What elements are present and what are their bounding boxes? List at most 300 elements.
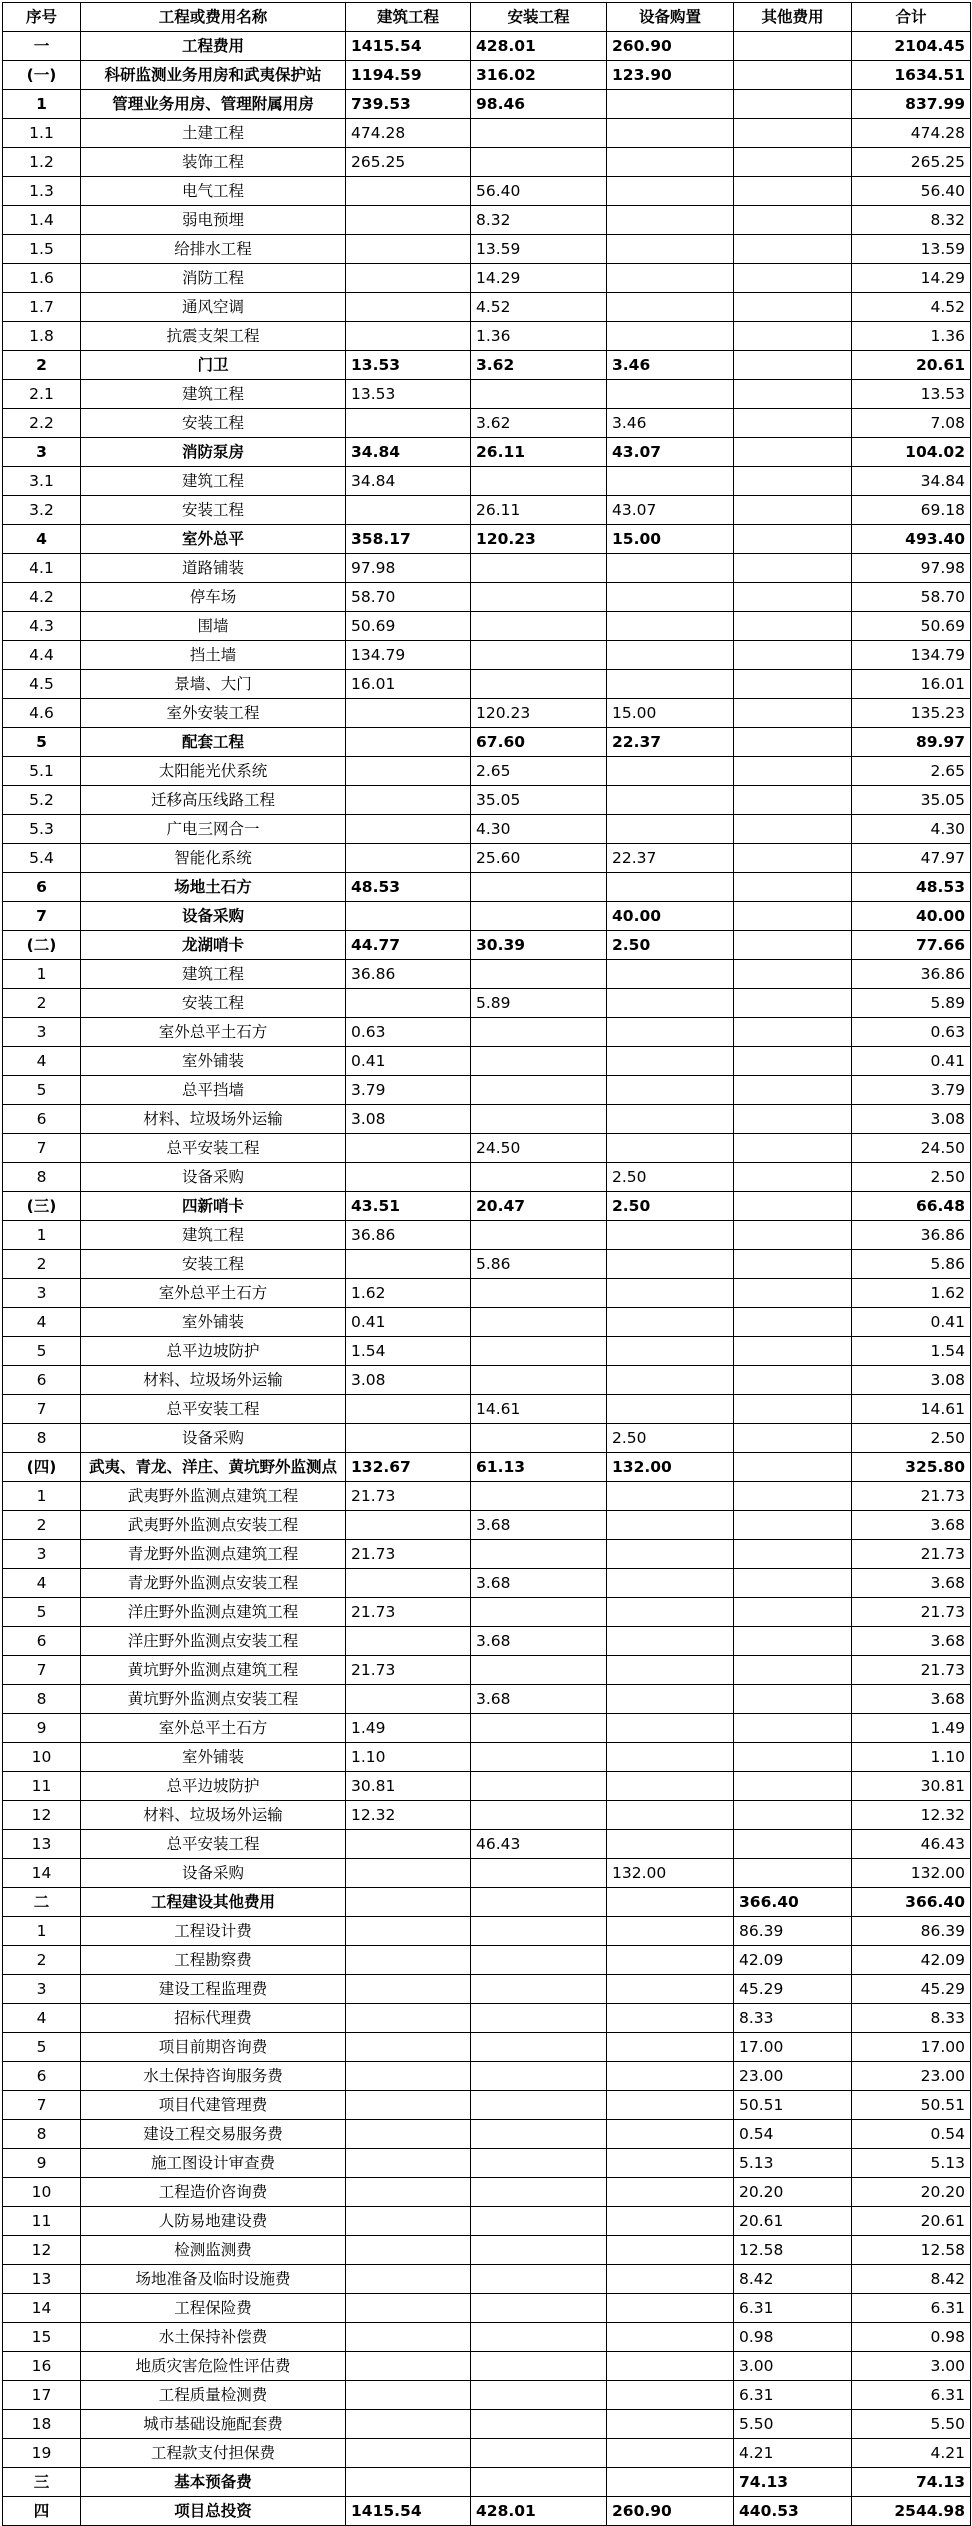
cell-other [734,670,852,699]
cell-other [734,1830,852,1859]
cell-total: 5.89 [852,989,971,1018]
cell-name: 四新哨卡 [81,1192,346,1221]
cell-equipment: 43.07 [607,496,734,525]
cell-seq: 一 [3,32,81,61]
cell-equipment [607,1308,734,1337]
cell-equipment [607,1337,734,1366]
cell-total: 3.08 [852,1366,971,1395]
cell-name: 项目代建管理费 [81,2091,346,2120]
cell-name: 材料、垃圾场外运输 [81,1366,346,1395]
cell-seq: 1 [3,1221,81,1250]
cell-seq: 5.4 [3,844,81,873]
cell-equipment: 2.50 [607,1424,734,1453]
table-row [3,1830,971,1859]
cell-equipment [607,2033,734,2062]
cell-equipment [607,1366,734,1395]
table-row [3,322,971,351]
cell-seq: 5.3 [3,815,81,844]
cell-other [734,1656,852,1685]
table-row [3,235,971,264]
cell-seq: 8 [3,1163,81,1192]
cell-other [734,235,852,264]
cell-name: 安装工程 [81,1250,346,1279]
table-row [3,1511,971,1540]
cell-building: 739.53 [346,90,471,119]
cell-installation [471,1598,607,1627]
cell-other [734,1569,852,1598]
table-row [3,438,971,467]
cell-installation [471,2033,607,2062]
cell-name: 通风空调 [81,293,346,322]
cell-building [346,902,471,931]
cell-seq: 5 [3,728,81,757]
header-building: 建筑工程 [346,3,471,32]
cell-building [346,2381,471,2410]
cell-seq: 3 [3,1975,81,2004]
cell-installation: 20.47 [471,1192,607,1221]
cell-other [734,467,852,496]
cell-name: 人防易地建设费 [81,2207,346,2236]
cell-building [346,409,471,438]
cell-name: 项目总投资 [81,2497,346,2526]
cell-equipment: 22.37 [607,728,734,757]
cell-seq: (四) [3,1453,81,1482]
cell-seq: 1 [3,1917,81,1946]
cell-equipment [607,148,734,177]
cell-building [346,322,471,351]
cell-installation: 316.02 [471,61,607,90]
cell-other: 50.51 [734,2091,852,2120]
cell-building [346,177,471,206]
cell-name: 景墙、大门 [81,670,346,699]
cell-building [346,1859,471,1888]
cell-name: 武夷野外监测点安装工程 [81,1511,346,1540]
cell-installation [471,1337,607,1366]
cell-equipment [607,2120,734,2149]
table-row [3,670,971,699]
cell-building [346,815,471,844]
table-row [3,1192,971,1221]
cell-name: 室外安装工程 [81,699,346,728]
cell-installation [471,380,607,409]
cell-building [346,496,471,525]
cell-total: 50.51 [852,2091,971,2120]
cell-building [346,2468,471,2497]
cell-name: 室外总平土石方 [81,1279,346,1308]
cell-seq: 13 [3,1830,81,1859]
cell-installation [471,1772,607,1801]
table-row [3,583,971,612]
cell-installation [471,2091,607,2120]
cell-installation [471,2207,607,2236]
cell-equipment: 2.50 [607,1192,734,1221]
cell-installation [471,1859,607,1888]
cell-other [734,148,852,177]
cell-name: 门卫 [81,351,346,380]
cell-other: 3.00 [734,2352,852,2381]
cell-total: 0.41 [852,1047,971,1076]
cell-building: 0.41 [346,1308,471,1337]
cell-building: 36.86 [346,960,471,989]
cell-seq: 3 [3,1540,81,1569]
cell-seq: 1.4 [3,206,81,235]
cell-other: 0.54 [734,2120,852,2149]
cell-name: 工程质量检测费 [81,2381,346,2410]
table-row [3,2497,971,2526]
cell-total: 4.52 [852,293,971,322]
cell-equipment [607,641,734,670]
cell-other [734,61,852,90]
cell-building: 3.08 [346,1105,471,1134]
cell-total: 74.13 [852,2468,971,2497]
cell-total: 34.84 [852,467,971,496]
cell-other: 5.50 [734,2410,852,2439]
cell-building [346,1424,471,1453]
cell-building [346,2323,471,2352]
cell-total: 35.05 [852,786,971,815]
table-row [3,2294,971,2323]
table-row [3,1975,971,2004]
cell-building [346,2410,471,2439]
cell-name: 管理业务用房、管理附属用房 [81,90,346,119]
cell-other [734,989,852,1018]
cell-installation [471,2439,607,2468]
cell-total: 36.86 [852,1221,971,1250]
cell-building [346,2207,471,2236]
cell-seq: 7 [3,1134,81,1163]
cell-installation: 5.86 [471,1250,607,1279]
cell-name: 设备采购 [81,1859,346,1888]
cell-equipment [607,1917,734,1946]
cell-installation: 24.50 [471,1134,607,1163]
cell-seq: 1 [3,90,81,119]
cell-installation: 428.01 [471,32,607,61]
cell-name: 青龙野外监测点建筑工程 [81,1540,346,1569]
table-row [3,2178,971,2207]
cell-seq: 7 [3,902,81,931]
cell-building: 132.67 [346,1453,471,1482]
cell-installation [471,1163,607,1192]
cell-installation: 46.43 [471,1830,607,1859]
cell-name: 工程款支付担保费 [81,2439,346,2468]
cell-installation [471,1540,607,1569]
cell-installation [471,148,607,177]
cell-other [734,1105,852,1134]
table-row [3,90,971,119]
cell-building: 0.41 [346,1047,471,1076]
cell-seq: 4 [3,2004,81,2033]
cell-other [734,32,852,61]
cell-building: 44.77 [346,931,471,960]
cell-building [346,206,471,235]
cell-building [346,989,471,1018]
cell-name: 土建工程 [81,119,346,148]
cell-name: 智能化系统 [81,844,346,873]
cell-name: 装饰工程 [81,148,346,177]
cell-equipment [607,2294,734,2323]
cell-building: 1.54 [346,1337,471,1366]
cell-equipment [607,2265,734,2294]
cell-installation [471,873,607,902]
cell-equipment [607,786,734,815]
cell-name: 总平挡墙 [81,1076,346,1105]
cell-seq: 13 [3,2265,81,2294]
cell-total: 0.98 [852,2323,971,2352]
cell-name: 配套工程 [81,728,346,757]
cell-other [734,728,852,757]
cell-seq: 2.2 [3,409,81,438]
cell-equipment [607,90,734,119]
cell-seq: 5 [3,1337,81,1366]
table-row [3,409,971,438]
cell-installation [471,554,607,583]
cell-seq: 4 [3,1308,81,1337]
cell-total: 3.08 [852,1105,971,1134]
cell-installation [471,1714,607,1743]
table-row [3,960,971,989]
cell-other [734,496,852,525]
cell-name: 建筑工程 [81,467,346,496]
cell-seq: (二) [3,931,81,960]
cell-building: 0.63 [346,1018,471,1047]
cell-installation [471,2468,607,2497]
cell-total: 135.23 [852,699,971,728]
cell-name: 广电三网合一 [81,815,346,844]
cell-total: 5.13 [852,2149,971,2178]
cell-other: 8.33 [734,2004,852,2033]
cell-building [346,235,471,264]
cell-seq: 1.5 [3,235,81,264]
table-row [3,206,971,235]
cell-other: 42.09 [734,1946,852,1975]
cell-name: 室外铺装 [81,1047,346,1076]
cell-total: 6.31 [852,2294,971,2323]
cell-other [734,641,852,670]
table-row [3,2439,971,2468]
cell-seq: 四 [3,2497,81,2526]
cell-seq: 2 [3,351,81,380]
cell-other [734,293,852,322]
cell-installation: 8.32 [471,206,607,235]
cell-name: 场地准备及临时设施费 [81,2265,346,2294]
cell-installation [471,2120,607,2149]
table-row [3,177,971,206]
cell-equipment [607,2091,734,2120]
cell-seq: 1.6 [3,264,81,293]
table-row [3,1221,971,1250]
cell-total: 42.09 [852,1946,971,1975]
cell-building [346,2091,471,2120]
cell-seq: 6 [3,873,81,902]
cell-name: 地质灾害危险性评估费 [81,2352,346,2381]
cell-equipment [607,2323,734,2352]
table-row [3,989,971,1018]
cell-equipment [607,1395,734,1424]
cell-building: 1194.59 [346,61,471,90]
cell-total: 325.80 [852,1453,971,1482]
cell-name: 材料、垃圾场外运输 [81,1801,346,1830]
cell-name: 基本预备费 [81,2468,346,2497]
table-row [3,1250,971,1279]
cell-building: 3.79 [346,1076,471,1105]
cell-name: 水土保持咨询服务费 [81,2062,346,2091]
cell-building [346,1685,471,1714]
table-row [3,1598,971,1627]
cell-name: 总平安装工程 [81,1830,346,1859]
cell-building [346,1134,471,1163]
cell-building: 36.86 [346,1221,471,1250]
cell-equipment: 43.07 [607,438,734,467]
cell-installation: 14.29 [471,264,607,293]
cell-total: 474.28 [852,119,971,148]
cell-name: 设备采购 [81,1424,346,1453]
cell-equipment: 123.90 [607,61,734,90]
cell-installation [471,960,607,989]
cell-installation: 3.62 [471,351,607,380]
header-name: 工程或费用名称 [81,3,346,32]
table-row [3,2120,971,2149]
cell-equipment: 22.37 [607,844,734,873]
cell-other [734,1540,852,1569]
cell-other [734,1424,852,1453]
cell-total: 5.50 [852,2410,971,2439]
cell-name: 太阳能光伏系统 [81,757,346,786]
table-row [3,757,971,786]
cell-name: 工程勘察费 [81,1946,346,1975]
cell-building [346,1511,471,1540]
cell-total: 2104.45 [852,32,971,61]
table-row [3,1482,971,1511]
cell-installation: 3.62 [471,409,607,438]
table-row [3,873,971,902]
table-row [3,1656,971,1685]
cell-other [734,1511,852,1540]
cell-installation: 26.11 [471,496,607,525]
cell-installation: 428.01 [471,2497,607,2526]
cell-other: 86.39 [734,1917,852,1946]
cell-building: 1.62 [346,1279,471,1308]
header-row [3,3,971,32]
cell-total: 21.73 [852,1540,971,1569]
cell-name: 龙湖哨卡 [81,931,346,960]
cell-installation [471,2062,607,2091]
cell-seq: 5.1 [3,757,81,786]
table-row [3,32,971,61]
cell-equipment [607,2207,734,2236]
table-row [3,2062,971,2091]
cell-other [734,1714,852,1743]
cell-equipment [607,2439,734,2468]
table-row [3,1453,971,1482]
cell-total: 21.73 [852,1598,971,1627]
cell-installation [471,1018,607,1047]
cell-other [734,1366,852,1395]
cell-installation [471,1801,607,1830]
cell-equipment [607,177,734,206]
cell-building [346,2004,471,2033]
table-row [3,1076,971,1105]
cell-total: 1.54 [852,1337,971,1366]
table-row [3,2410,971,2439]
cell-installation: 3.68 [471,1685,607,1714]
cell-total: 20.61 [852,2207,971,2236]
cell-seq: 10 [3,2178,81,2207]
cell-seq: 7 [3,2091,81,2120]
cell-seq: 5.2 [3,786,81,815]
cell-installation [471,1424,607,1453]
cell-name: 青龙野外监测点安装工程 [81,1569,346,1598]
cell-seq: (三) [3,1192,81,1221]
cell-installation [471,2178,607,2207]
cell-installation: 14.61 [471,1395,607,1424]
cell-total: 3.00 [852,2352,971,2381]
cell-other [734,1018,852,1047]
cell-installation [471,1308,607,1337]
cell-total: 48.53 [852,873,971,902]
cell-installation: 4.30 [471,815,607,844]
cell-equipment [607,1569,734,1598]
cell-seq: 2 [3,1250,81,1279]
cell-building: 48.53 [346,873,471,902]
cell-seq: 4 [3,525,81,554]
table-row [3,351,971,380]
cell-installation: 56.40 [471,177,607,206]
cell-name: 建筑工程 [81,960,346,989]
table-row [3,728,971,757]
cell-equipment: 15.00 [607,699,734,728]
cell-installation: 3.68 [471,1511,607,1540]
cell-equipment [607,2062,734,2091]
cell-seq: 4.6 [3,699,81,728]
cell-equipment [607,1134,734,1163]
cell-equipment: 2.50 [607,931,734,960]
cell-other: 20.61 [734,2207,852,2236]
cell-seq: 5 [3,1076,81,1105]
cell-seq: 三 [3,2468,81,2497]
cell-name: 安装工程 [81,409,346,438]
cell-building: 21.73 [346,1540,471,1569]
table-row [3,1772,971,1801]
cell-installation [471,1279,607,1308]
table-row [3,2323,971,2352]
cell-total: 12.58 [852,2236,971,2265]
cell-installation [471,1946,607,1975]
cell-building: 43.51 [346,1192,471,1221]
table-row [3,1047,971,1076]
cell-seq: 14 [3,2294,81,2323]
cell-seq: 1 [3,960,81,989]
cell-other [734,351,852,380]
cell-name: 场地土石方 [81,873,346,902]
cell-other [734,525,852,554]
cell-other [734,1076,852,1105]
cell-equipment [607,1511,734,1540]
cell-seq: 3 [3,1279,81,1308]
cell-total: 104.02 [852,438,971,467]
table-row [3,61,971,90]
cell-equipment [607,960,734,989]
cell-total: 20.61 [852,351,971,380]
cell-building: 34.84 [346,467,471,496]
table-row [3,1308,971,1337]
cell-total: 21.73 [852,1482,971,1511]
cell-name: 工程费用 [81,32,346,61]
table-row [3,1134,971,1163]
cell-installation: 35.05 [471,786,607,815]
cell-name: 室外总平土石方 [81,1018,346,1047]
cell-installation [471,1917,607,1946]
cell-total: 2.65 [852,757,971,786]
